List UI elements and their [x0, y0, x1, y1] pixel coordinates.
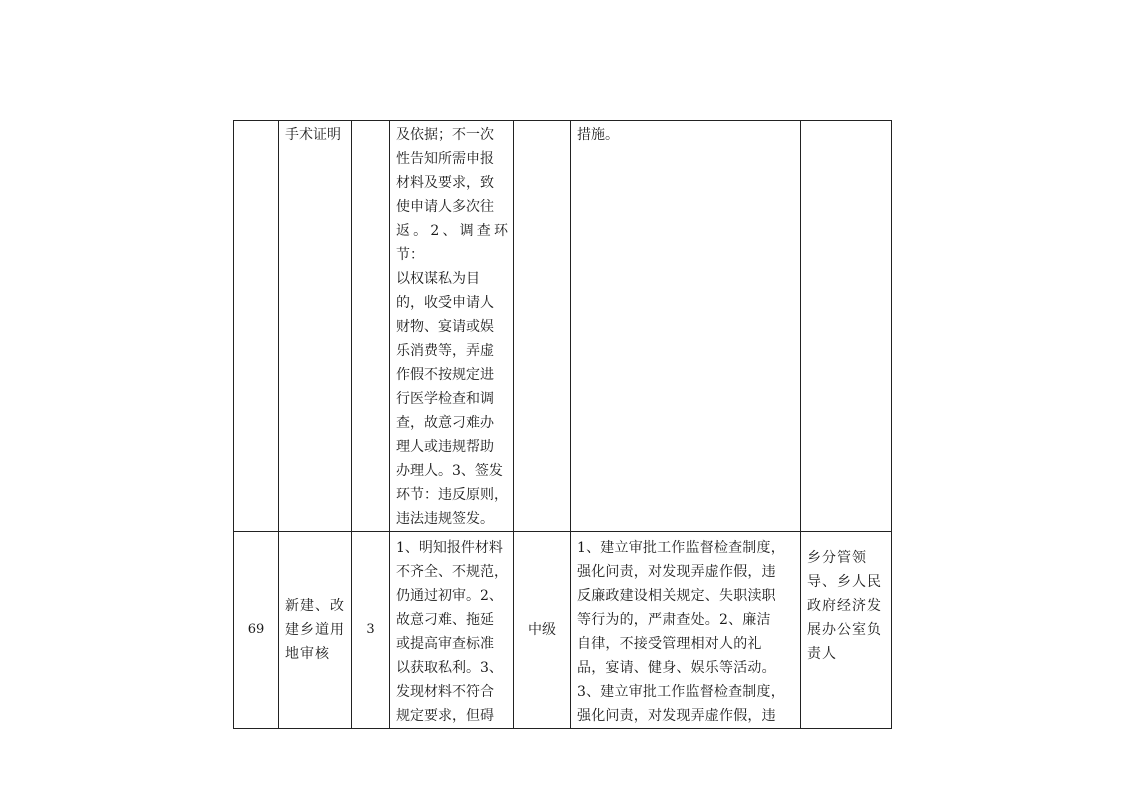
risk-count — [352, 121, 389, 125]
risk-points-cell — [390, 532, 514, 729]
risk-points-cell — [390, 121, 514, 532]
index-cell — [234, 532, 279, 729]
item-cell — [279, 532, 352, 729]
table-row — [234, 121, 892, 532]
measures-cell — [571, 532, 801, 729]
row-index: 69 — [247, 622, 265, 637]
risk-count: 3 — [366, 622, 375, 637]
level-cell — [514, 121, 571, 532]
measures-text: 措施。 — [577, 127, 619, 143]
risk-control-table — [233, 120, 892, 729]
row-index — [234, 121, 278, 125]
risk-level — [514, 121, 570, 125]
level-cell — [514, 532, 571, 729]
count-cell — [352, 121, 390, 532]
risk-level: 中级 — [528, 622, 556, 638]
responsible-cell — [801, 532, 892, 729]
responsible-text — [801, 121, 891, 125]
item-cell — [279, 121, 352, 532]
item-name: 新建、改 建乡道用 地审核 — [285, 598, 345, 662]
count-cell — [352, 532, 390, 729]
measures-text: 1、建立审批工作监督检查制度， 强化问责，对发现弄虚作假，违 反廉政建设相关规定、失职渎职 等行为的，严肃查处。2、廉洁 自律，不接受管理相对人的礼 品，宴请、健身、娱乐等活动。 3、建立审批工作监督检查制度， 强化问责，对发现弄虚作假，违 — [577, 540, 785, 724]
measures-cell — [571, 121, 801, 532]
responsible-cell — [801, 121, 892, 532]
table-row — [234, 532, 892, 729]
risk-points-text: 及依据；不一次 性告知所需申报 材料及要求，致 使申请人多次往 返。2、调查环节： 以权谋私为目 的，收受申请人 财物、宴请或娱 乐消费等，弄虚 作假不按规定进 行医学检查和调 查，故意刁难办 理人或违规帮助 办理人。3、签发 环节：违反原则， 违法违规签发。 — [396, 127, 508, 527]
risk-points-text: 1、明知报件材料 不齐全、不规范， 仍通过初审。2、 故意刁难、拖延 或提高审查标准 以获取私利。3、 发现材料不符合 规定要求，但碍 — [396, 540, 508, 724]
index-cell — [234, 121, 279, 532]
responsible-text: 乡分管领 导、乡人民 政府经济发 展办公室负 责人 — [807, 550, 882, 662]
item-name: 手术证明 — [285, 127, 341, 143]
